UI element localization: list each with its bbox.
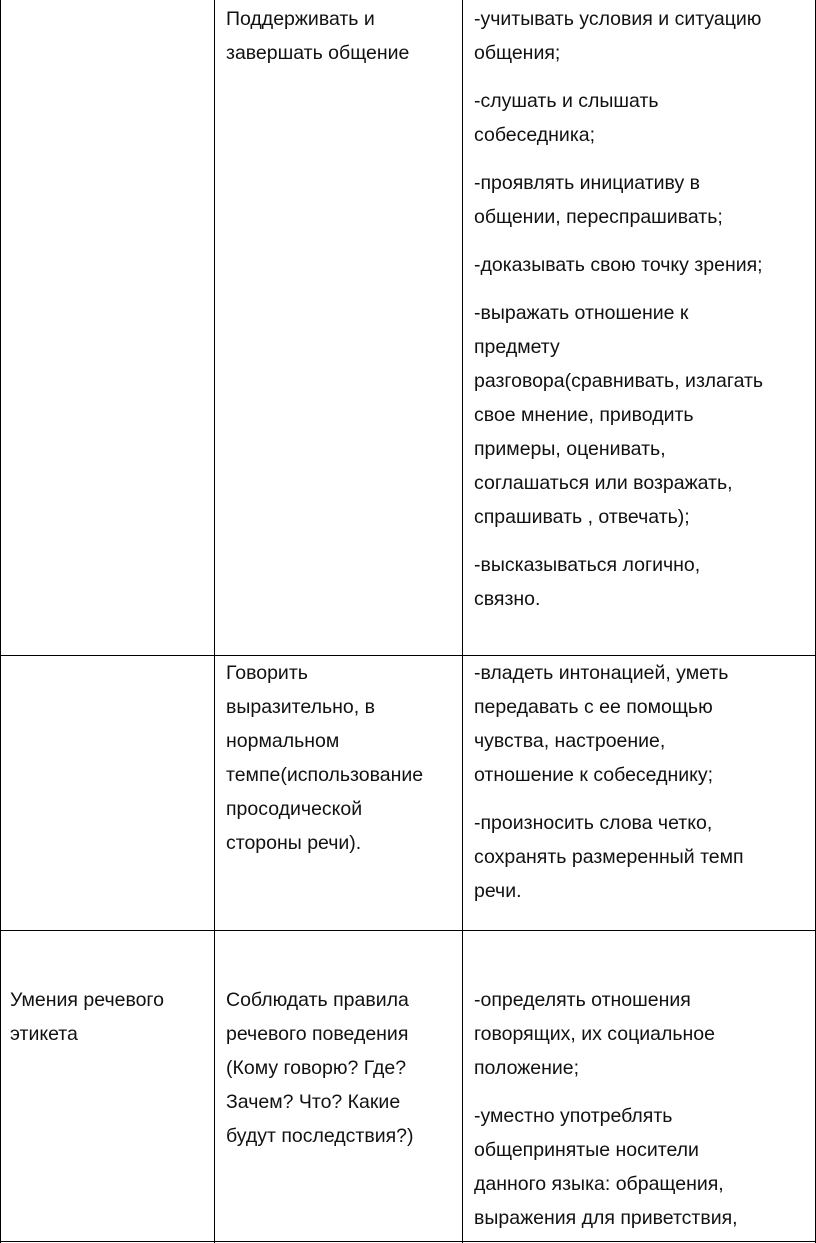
list-item: -учитывать условия и ситуацию общения; (474, 8, 762, 64)
cell-text: Соблюдать правила речевого поведения (Кому говорю? Где? Зачем? Что? Какие будут последствия?) (226, 989, 414, 1147)
table-row-3-category (10, 983, 210, 1051)
cell-text: Поддерживать и завершать общение (226, 8, 410, 64)
table-row-3-actions (474, 983, 812, 1235)
table-row-divider-2 (0, 930, 816, 931)
list-item: -доказывать свою точку зрения; (474, 254, 763, 276)
table-divider-col1 (214, 0, 215, 1243)
list-item: -уместно употреблять общепринятые носители данного языка: обращения, выражения для приветствия, (474, 1105, 738, 1229)
list-item: -определять отношения говорящих, их социальное положение; (474, 989, 715, 1079)
table-row-3-skill (226, 983, 460, 1153)
table-row-1-skill (226, 2, 458, 70)
list-item: -выражать отношение к предмету разговора(сравнивать, излагать свое мнение, приводить примеры, оценивать, соглашаться или возражать, спрашивать , отвечать); (474, 302, 764, 528)
table-row-1-actions (474, 2, 812, 616)
list-item: -слушать и слышать собеседника; (474, 90, 659, 146)
list-item: -проявлять инициативу в общении, переспрашивать; (474, 172, 723, 228)
table-border-left (0, 0, 1, 1243)
table-row-2-skill (226, 656, 460, 860)
cell-text: Говорить выразительно, в нормальном темпе(использование просодической стороны речи). (226, 662, 424, 854)
list-item: -высказываться логично, связно. (474, 554, 701, 610)
list-item: -произносить слова четко, сохранять размеренный темп речи. (474, 812, 744, 902)
table-row-2-actions (474, 656, 812, 908)
table-border-bottom (0, 1241, 816, 1242)
list-item: -владеть интонацией, уметь передавать с ее помощью чувства, настроение, отношение к собеседнику; (474, 662, 729, 786)
table-divider-col2 (462, 0, 463, 1243)
cell-text: Умения речевого этикета (10, 989, 164, 1045)
